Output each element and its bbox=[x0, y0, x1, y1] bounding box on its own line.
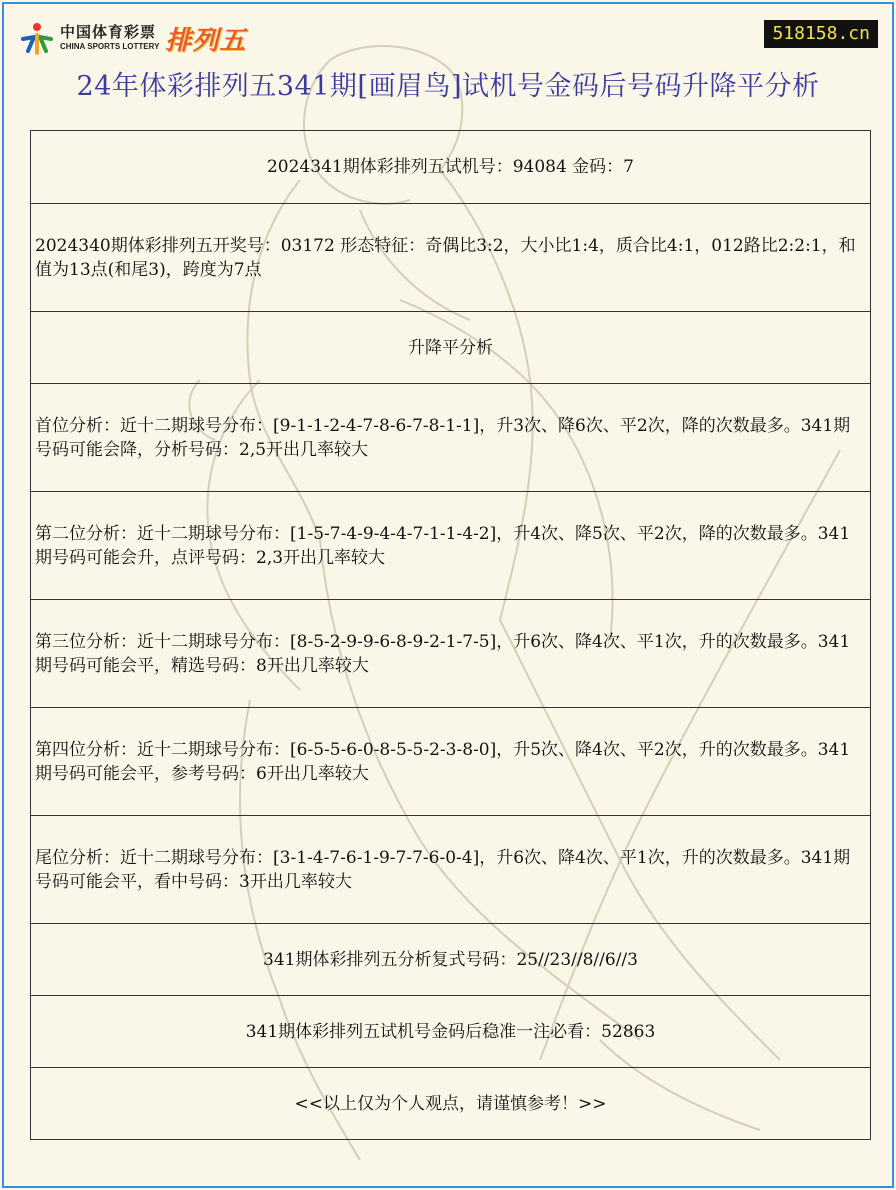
disclaimer-row: <<以上仅为个人观点，请谨慎参考！>> bbox=[31, 1067, 870, 1139]
analysis-table bbox=[30, 130, 871, 1140]
site-badge[interactable]: 518158.cn bbox=[764, 20, 878, 48]
section-heading-row: 升降平分析 bbox=[31, 311, 870, 383]
fourth-position-analysis-row: 第四位分析：近十二期球号分布：[6-5-5-6-0-8-5-5-2-3-8-0]，升5次、降4次、平2次，升的次数最多。341期号码可能会平，参考号码：6开出几率较大 bbox=[31, 707, 870, 815]
page-title: 24年体彩排列五341期[画眉鸟]试机号金码后号码升降平分析 bbox=[76, 71, 820, 102]
lottery-logo bbox=[18, 18, 246, 58]
recommended-number-row: 341期体彩排列五试机号金码后稳准一注必看：52863 bbox=[31, 995, 870, 1067]
logo-english-text: CHINA SPORTS LOTTERY bbox=[60, 42, 160, 51]
last-position-analysis-row: 尾位分析：近十二期球号分布：[3-1-4-7-6-1-9-7-7-6-0-4]，升6次、降4次、平1次，升的次数最多。341期号码可能会平，看中号码：3开出几率较大 bbox=[31, 815, 870, 923]
logo-chinese-text: 中国体育彩票 bbox=[60, 24, 157, 41]
sports-lottery-logo-icon bbox=[18, 19, 56, 57]
test-number-row: 2024341期体彩排列五试机号：94084 金码：7 bbox=[266, 157, 634, 177]
first-position-analysis-row: 首位分析：近十二期球号分布：[9-1-1-2-4-7-8-6-7-8-1-1]，升3次、降6次、平2次，降的次数最多。341期号码可能会降，分析号码：2,5开出几率较大 bbox=[31, 383, 870, 491]
third-position-analysis-row: 第三位分析：近十二期球号分布：[8-5-2-9-9-6-8-9-2-1-7-5]，升6次、降4次、平1次，升的次数最多。341期号码可能会平，精选号码：8开出几率较大 bbox=[31, 599, 870, 707]
compound-numbers-row: 341期体彩排列五分析复式号码：25//23//8//6//3 bbox=[31, 923, 870, 995]
second-position-analysis-row: 第二位分析：近十二期球号分布：[1-5-7-4-9-4-4-7-1-1-4-2]，升4次、降5次、平2次，降的次数最多。341期号码可能会升，点评号码：2,3开出几率较大 bbox=[31, 491, 870, 599]
game-name: 排列五 bbox=[165, 25, 247, 56]
previous-draw-row: 2024340期体彩排列五开奖号：03172 形态特征：奇偶比3:2，大小比1:4，质合比4:1，012路比2:2:1，和值为13点(和尾3)，跨度为7点 bbox=[31, 203, 870, 311]
